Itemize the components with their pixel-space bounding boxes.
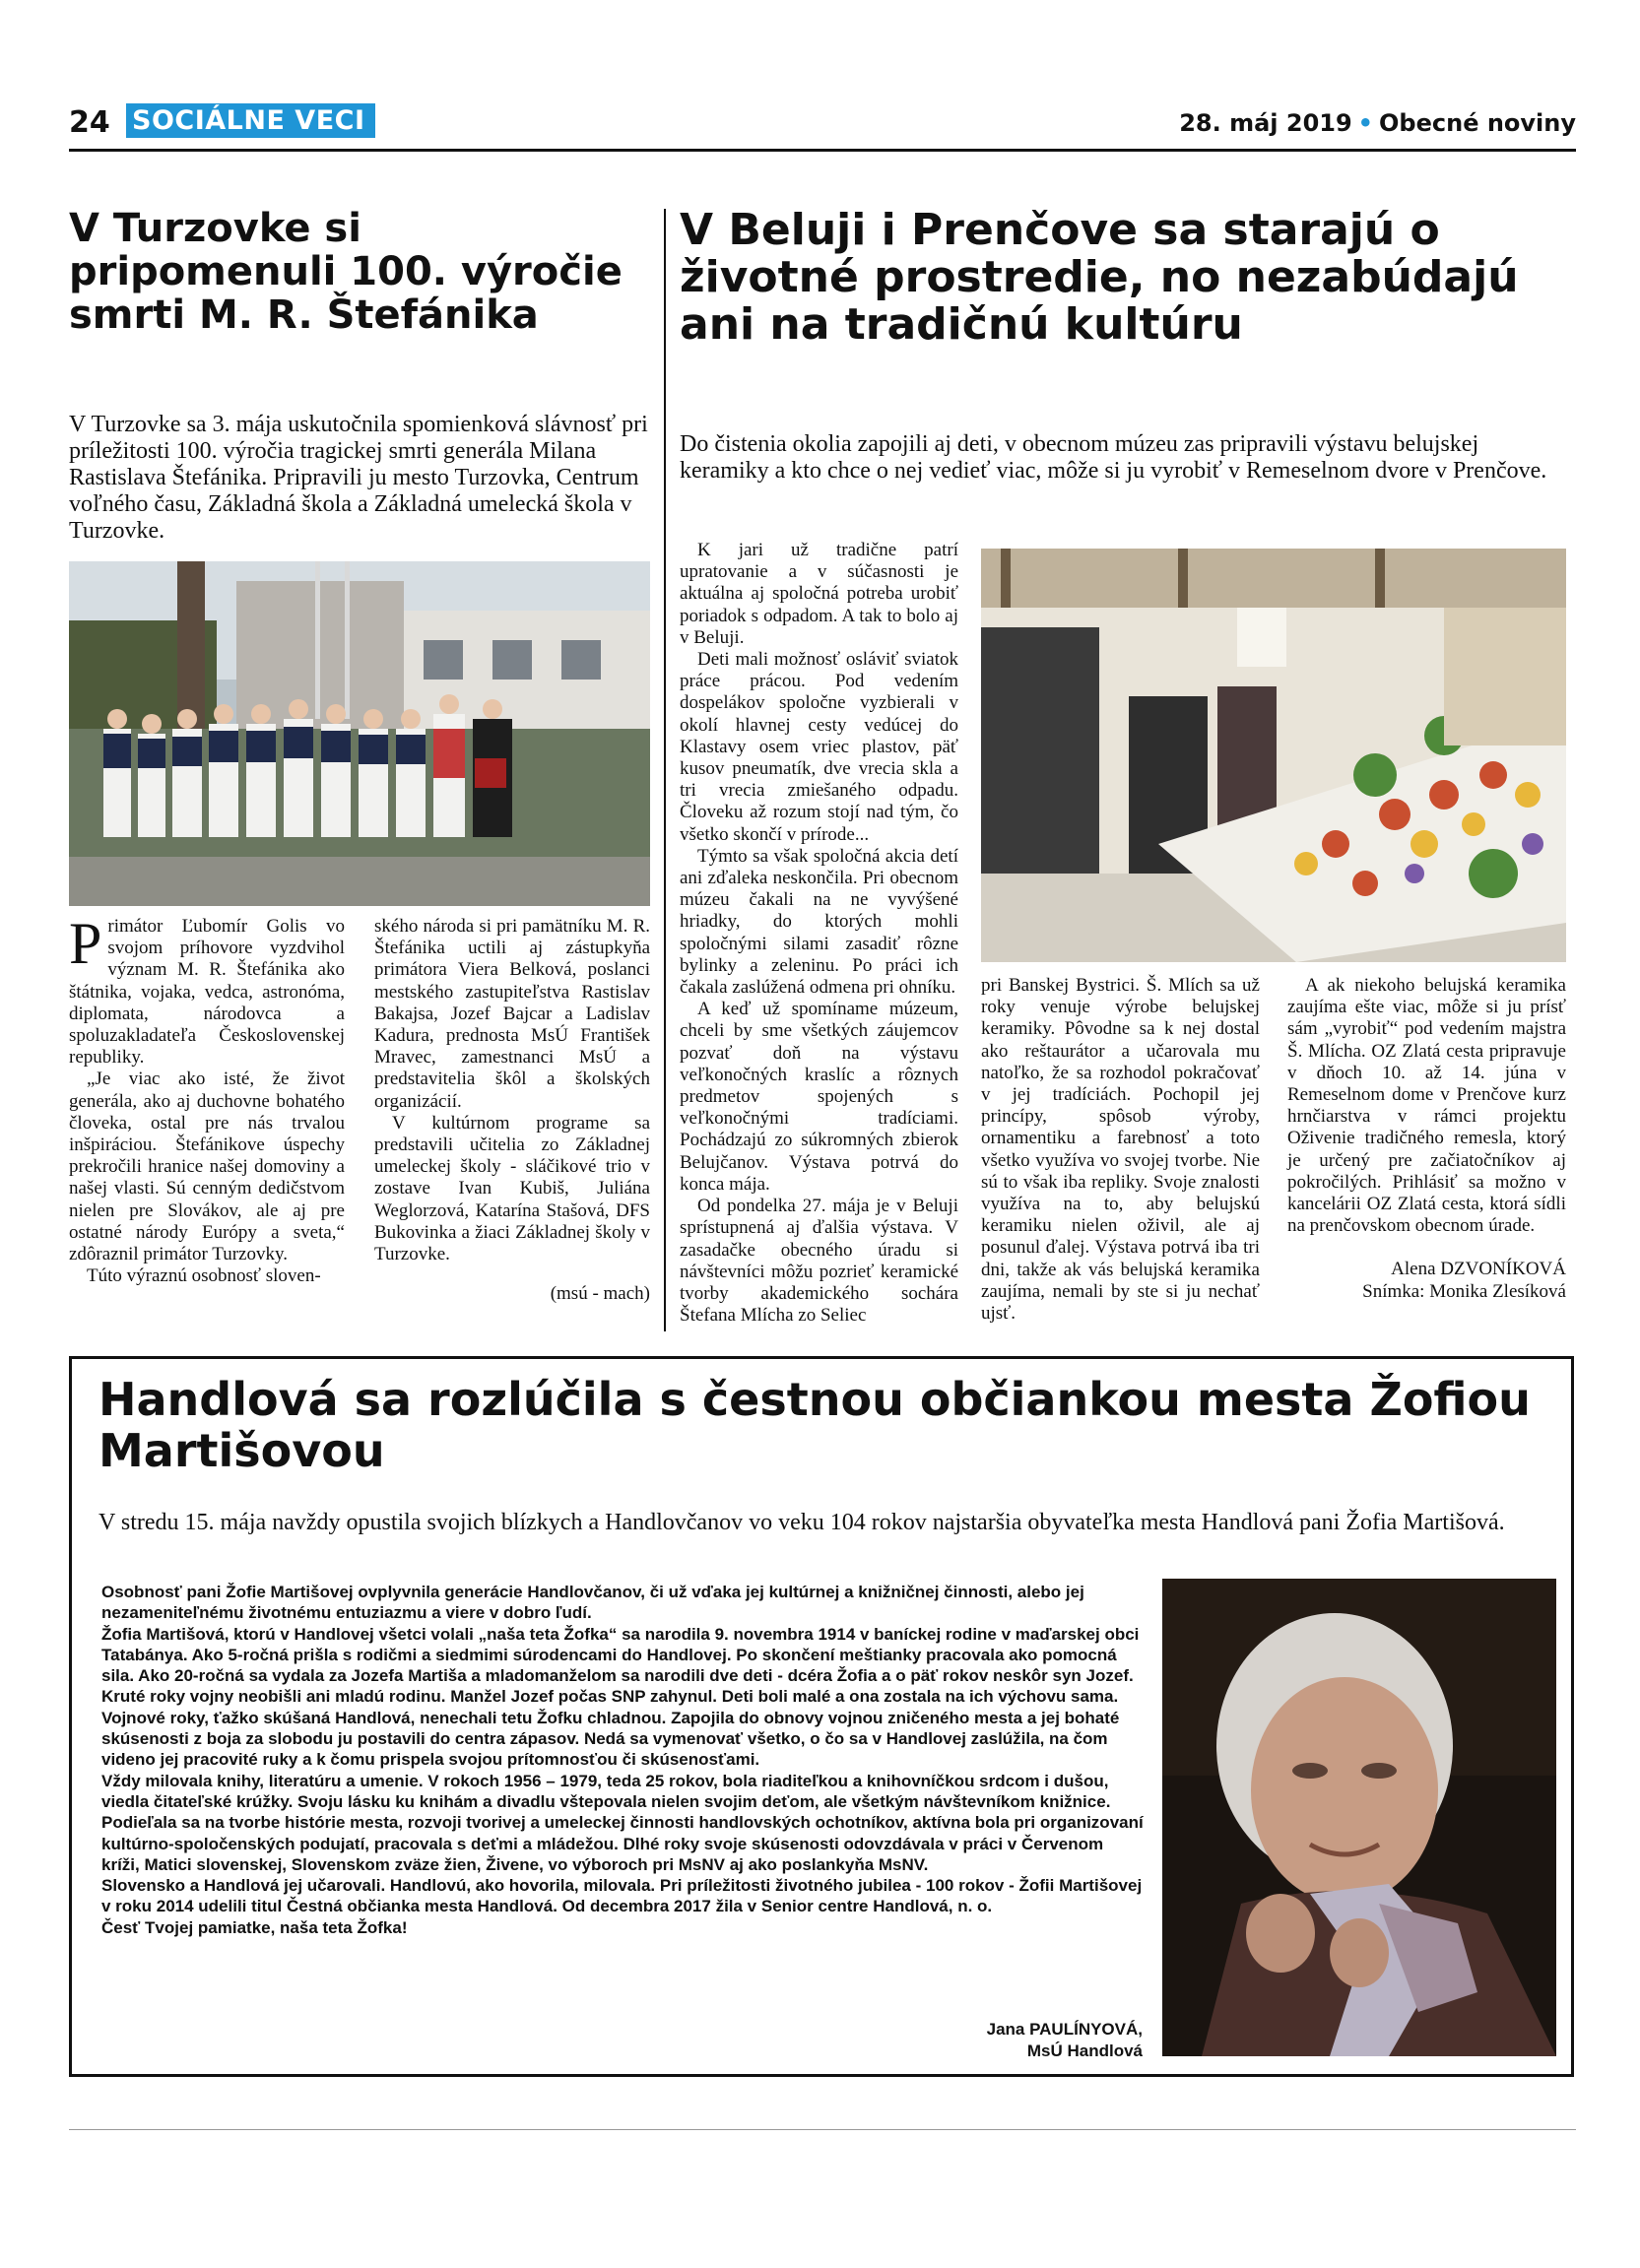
paragraph: Česť Tvojej pamiatke, naša teta Žofka! xyxy=(101,1917,408,1937)
paragraph: K jari už tradične patrí upratovanie a v súčasnosti je aktuálna aj spoločná potreba urobiť poriadok s odpadom. A tak to bolo aj v Beluji. xyxy=(680,540,958,648)
paragraph: Žofia Martišová, ktorú v Handlovej všetci volali „naša teta Žofka“ sa narodila 9. novembra 1914 v baníckej rodine v maďarskej obci Tatabánya. Ako 5-ročná prišla s rodičmi a siedmimi súrodencami do Handlovej. Po skončení meštianky pracovala ako pomocná sila. Ako 20-ročná sa vydala za Jozefa Martiša a mladomanželom sa narodili dve deti - dcéra Žofia a o päť rokov neskôr syn Jozef. xyxy=(101,1624,1140,1686)
publication-name: Obecné noviny xyxy=(1379,109,1576,137)
footer-rule xyxy=(69,2129,1576,2130)
column-divider xyxy=(664,209,666,1331)
author-organization: MsÚ Handlová xyxy=(1026,2041,1143,2060)
page-number: 24 xyxy=(69,105,110,140)
headline-turzovka: V Turzovke si pripomenuli 100. výročie smrti M. R. Štefánika xyxy=(69,206,623,338)
paragraph: Vždy milovala knihy, literatúru a umenie. V rokoch 1956 – 1979, teda 25 rokov, bola riaditeľkou a knihovníčkou srdcom i dušou, viedla čitateľské krúžky. Svoju lásku ku knihám a divadlu vštepovala nielen svojim deťom, ale všetkým návštevníkom knižnice. Podieľala sa na tvorbe histórie mesta, rozvoji tvorivej a umeleckej činnosti handlovských ochotníkov, aktívna bola pri organizovaní kultúrno-spoločenských podujatí, pracovala s deťmi a mládežou. Dlhé roky svoje skúsenosti odovzdávala v práci v Červenom kríži, Matici slovenskej, Slovenskom zväze žien, Živene, vo výboroch pri MsNV aj ako poslankyňa MsNV. xyxy=(101,1771,1144,1874)
headline-beluj: V Beluji i Prenčove sa starajú o životné prostredie, no nezabúdajú ani na tradičnú kultúru xyxy=(680,205,1519,350)
paragraph: V kultúrnom programe sa predstavili učitelia zo Základnej umeleckej školy - sláčikové trio v zostave Ivan Kubiš, Juliána Weglorzová, Katarína Stašová, DFS Bukovinka a žiaci Základnej školy v Turzovke. xyxy=(374,1112,650,1265)
photo-folk-ensemble xyxy=(69,561,650,906)
issue-date: 28. máj 2019 xyxy=(1179,109,1352,137)
beluj-column-1 xyxy=(680,540,958,1327)
photo-credit: Snímka: Monika Zlesíková xyxy=(1362,1280,1566,1302)
lead-turzovka: V Turzovke sa 3. mája uskutočnila spomienková slávnosť pri príležitosti 100. výročia tragickej smrti generála Milana Rastislava Štefánika. Pripravili ju mesto Turzovka, Centrum voľného času, Základná škola a Základná umelecká škola v Turzovke. xyxy=(69,412,648,544)
turzovka-column-1 xyxy=(69,911,345,1287)
paragraph: ského národa si pri pamätníku M. R. Štefánika uctili aj zástupkyňa primátora Viera Belková, poslanci mestského zastupiteľstva Rastislav Bakajsa, Jozef Bajcar a Ladislav Kadura, prednosta MsÚ František Mravec, zamestnanci MsÚ a predstavitelia škôl a školských organizácií. xyxy=(374,916,650,1112)
beluj-column-2 xyxy=(981,975,1260,1325)
paragraph: Od pondelka 27. mája je v Beluji sprístupnená aj ďalšia výstava. V zasadačke obecného úradu si návštevníci môžu pozrieť keramické tvorby akademického sochára Štefana Mlícha zo Seliec xyxy=(680,1196,958,1327)
section-label: SOCIÁLNE VECI xyxy=(126,103,375,138)
dateline xyxy=(1179,109,1576,137)
paragraph: Týmto sa však spoločná akcia detí ani zďaleka neskončila. Pri obecnom múzeu čakali na ne vyvýšené hriadky, do ktorých mohli spoločnými silami zasadiť rôzne bylinky a zeleninu. Po práci ich čakala zaslúžená odmena pri ohníku. xyxy=(680,845,958,999)
photo-zofia-martisova xyxy=(1162,1579,1556,2056)
obituary-body xyxy=(101,1582,1146,1938)
paragraph: Túto výraznú osobnosť sloven- xyxy=(87,1265,321,1287)
paragraph: Osobnosť pani Žofie Martišovej ovplyvnila generácie Handlovčanov, či už vďaka jej kultúrnej a knižničnej činnosti, alebo jej nezameniteľnému životnému entuziazmu a viere v dobro ľudí. xyxy=(101,1583,1084,1623)
author-name: Alena DZVONÍKOVÁ xyxy=(1391,1259,1566,1280)
paragraph: Kruté roky vojny neobišli ani mladú rodinu. Manžel Jozef počas SNP zahynul. Deti boli malé a ona zostala na ich výchovu sama. Vojnové roky, ťažko skúšaná Handlová, nenechali tetu Žofku chladnou. Zapojila do obnovy vojnou zničeného mesta a jej bohaté skúsenosti z boja za slobodu ju postavili do centra zápasov. Nedá sa vymenovať všetko, o čo sa v Handlovej zaslúžila, na čom videno jej pracovité ruky a k čomu prispela svojou prítomnosťou či skúsenosťami. xyxy=(101,1687,1120,1770)
signature: (msú - mach) xyxy=(550,1283,650,1305)
paragraph: A ak niekoho belujská keramika zaujíma ešte viac, môže si ju prísť sám „vyrobiť“ pod vedením majstra Š. Mlícha. OZ Zlatá cesta pripravuje v dňoch 10. až 14. júna v Remeselnom dome v Prenčove kurz hrnčiarstva v rámci projektu Oživenie tradičného remesla, ktorý je určený pre začiatočníkov aj pokročilých. Prihlásiť sa možno v kancelárii OZ Zlatá cesta, ktorá sídli na prenčovskom obecnom úrade. xyxy=(1287,975,1566,1237)
headline-handlova: Handlová sa rozlúčila s čestnou občiankou mesta Žofiou Martišovou xyxy=(98,1373,1531,1477)
page-header xyxy=(69,101,1576,152)
drop-cap: P xyxy=(69,911,102,976)
author-name: Jana PAULÍNYOVÁ, xyxy=(986,2020,1143,2039)
paragraph: Slovensko a Handlová jej učarovali. Handlovú, ako hovorila, milovala. Pri príležitosti životného jubilea - 100 rokov - Žofii Martišovej v roku 2014 udelili titul Čestná občianka mesta Handlová. Od decembra 2017 žila v Senior centre Handlová, n. o. xyxy=(101,1876,1143,1916)
beluj-column-3 xyxy=(1287,975,1566,1303)
paragraph: „Je viac ako isté, že život generála, ako aj duchovne bohatého človeka, ostal pre nás trvalou inšpiráciou. Štefánikove úspechy prekročili hranice našej domoviny a našej vlasti. Sú cenným dedičstvom nielen pre Slovákov, ale aj pre ostatné národy Európy a sveta,“ zdôraznil primátor Turzovky. xyxy=(69,1069,345,1265)
paragraph: A keď už spomíname múzeum, chceli by sme všetkých záujemcov pozvať doň na výstavu veľkonočných kraslíc a rôznych predmetov spojených s veľkonočnými tradíciami. Pochádzajú zo súkromných zbierok Belujčanov. Výstava potrvá do konca mája. xyxy=(680,999,958,1195)
lead-handlova: V stredu 15. mája navždy opustila svojich blízkych a Handlovčanov vo veku 104 rokov najstaršia obyvateľka mesta Handlová pani Žofia Martišová. xyxy=(98,1510,1505,1535)
paragraph: Primátor Ľubomír Golis vo svojom príhovore vyzdvihol význam M. R. Štefánika ako štátnika, vojaka, vedca, astronóma, diplomata, národovca a spoluzakladateľa Československej republiky. xyxy=(69,911,345,1069)
photo-easter-exhibition xyxy=(981,549,1566,962)
obituary-signature xyxy=(886,2019,1143,2062)
paragraph: Deti mali možnosť osláviť sviatok práce prácou. Pod vedením dospelákov spoločne vyzbierali v okolí hlavnej cesty vedúcej do Klastavy osem vriec plastov, päť kusov pneumatík, dve vrecia skla a tri vrecia zmiešaného odpadu. Človeku až rozum stojí nad tým, čo všetko skončí v prírode... xyxy=(680,649,958,845)
lead-beluj: Do čistenia okolia zapojili aj deti, v obecnom múzeu zas pripravili výstavu belujskej keramiky a kto chce o nej vedieť viac, môže si ju vyrobiť v Remeselnom dvore v Prenčove. xyxy=(680,431,1547,484)
turzovka-column-2 xyxy=(374,916,650,1305)
paragraph: pri Banskej Bystrici. Š. Mlích sa už roky venuje výrobe belujskej keramiky. Pôvodne sa k nej dostal ako reštaurátor a učarovala mu natoľko, že sa rozhodol pokračovať v jej tradíciách. Pochopil jej princípy, spôsob výroby, ornamentiku a farebnosť a toto všetko využíva vo svojej tvorbe. Nie sú to však iba repliky. Svoje znalosti využíva na to, aby belujskú keramiku nielen oživil, ale aj posunul ďalej. Výstava potrvá iba tri dni, takže ak vás belujská keramika zaujíma, nemali by ste si ju nechať ujsť. xyxy=(981,975,1260,1325)
bullet-icon: • xyxy=(1357,109,1374,137)
